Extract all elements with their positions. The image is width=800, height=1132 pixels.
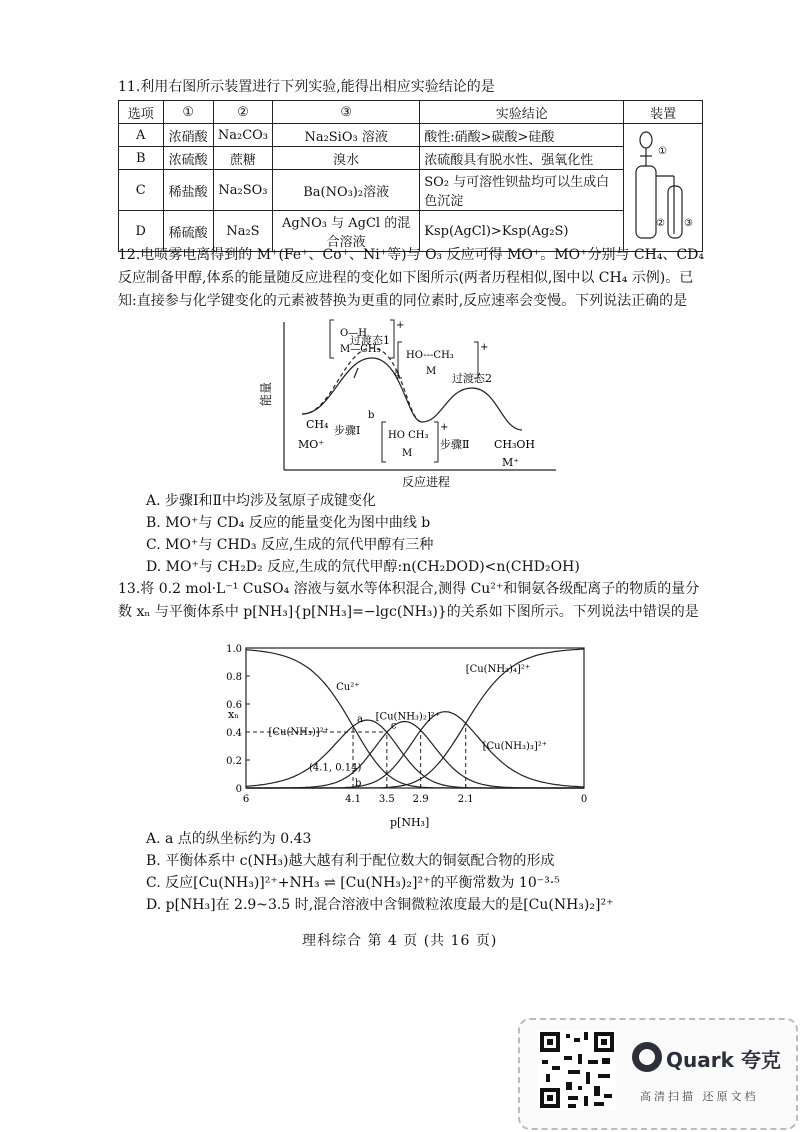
- q12-option-d: D. MO⁺与 CH₂D₂ 反应,生成的氘代甲醇:n(CH₂DOD)<n(CHD₂OH): [146, 559, 580, 575]
- x-tick-label: 0: [580, 794, 588, 805]
- cell: 浓硫酸: [163, 147, 213, 170]
- label-3: ③: [684, 217, 694, 229]
- quark-brand: Quark 夸克: [666, 1048, 781, 1072]
- table-row: [119, 124, 703, 147]
- curve-a-label: a: [394, 368, 400, 379]
- q13-option-c: C. 反应[Cu(NH₃)]²⁺+NH₃ ⇌ [Cu(NH₃)₂]²⁺的平衡常数为 10⁻³·⁵: [146, 875, 560, 891]
- x-tick-label: 2.9: [412, 794, 429, 805]
- q13-option-d: D. p[NH₃]在 2.9~3.5 时,混合溶液中含铜微粒浓度最大的是[Cu(NH₃)₂]²⁺: [146, 897, 614, 913]
- col-header: 装置: [624, 101, 703, 124]
- q11-table: [118, 100, 703, 252]
- cell: AgNO₃ 与 AgCl 的混合溶液: [273, 211, 420, 252]
- col-header: 选项: [119, 101, 164, 124]
- chart-annotation: b: [355, 778, 362, 789]
- ts1-label: 过渡态1: [350, 334, 390, 347]
- y-axis-label: xₙ: [228, 708, 239, 721]
- series-label: [Cu(NH₃)₄]²⁺: [465, 663, 531, 675]
- cell: Na₂SO₃: [213, 170, 272, 211]
- curve-a-path: [302, 348, 422, 422]
- cell: 浓硝酸: [163, 124, 213, 147]
- quark-logo-icon: [632, 1042, 662, 1072]
- int-charge: +: [440, 422, 449, 433]
- series-label: [Cu(NH₃)₂]²⁺: [375, 711, 441, 723]
- row-option: B: [119, 147, 164, 170]
- apparatus-cell: [624, 124, 703, 252]
- chart-annotation: a: [357, 714, 364, 726]
- funnel-bulb: [640, 132, 652, 148]
- int-struct-top: HO CH₃: [388, 430, 429, 441]
- table-header-row: [119, 101, 703, 124]
- series-label: [Cu(NH₃)₃]²⁺: [482, 740, 548, 752]
- cell: 稀硫酸: [163, 211, 213, 252]
- test-tube: [668, 186, 682, 238]
- apparatus-diagram: [628, 126, 698, 246]
- y-tick-label: 0.2: [226, 756, 242, 767]
- row-option: D: [119, 211, 164, 252]
- flask: [636, 166, 656, 238]
- q12-option-c: C. MO⁺与 CHD₃ 反应,生成的氘代甲醇有三种: [146, 537, 434, 553]
- product-ch3oh: CH₃OH: [494, 438, 536, 451]
- ts1-charge: +: [396, 320, 405, 331]
- y-tick-label: 1.0: [226, 644, 242, 655]
- cell: Na₂CO₃: [213, 124, 272, 147]
- y-tick-label: 0.8: [226, 672, 242, 683]
- table-row: [119, 170, 703, 211]
- ts2-struct-top: HO---CH₃: [406, 350, 454, 361]
- ts1-struct-top: O—H: [340, 328, 367, 339]
- curve-b-path: [302, 358, 522, 430]
- cell: 浓硫酸具有脱水性、强氧化性: [420, 147, 624, 170]
- quark-tagline: 高清扫描 还原文档: [640, 1090, 759, 1103]
- series-label: Cu²⁺: [336, 682, 360, 693]
- x-tick-label: 3.5: [378, 794, 395, 805]
- ts2-label: 过渡态2: [452, 372, 492, 385]
- q13-option-a: A. a 点的纵坐标约为 0.43: [146, 831, 312, 847]
- quark-watermark: [518, 1018, 798, 1130]
- q11-stem: 11.利用右图所示装置进行下列实验,能得出相应实验结论的是: [118, 79, 495, 95]
- x-tick-label: 6: [242, 794, 250, 805]
- product-m: M⁺: [502, 456, 520, 469]
- x-axis-label: p[NH₃]: [390, 816, 430, 829]
- cell: 蔗糖: [213, 147, 272, 170]
- series-label: [Cu(NH₃)]²⁺: [268, 726, 330, 738]
- cell: Ba(NO₃)₂溶液: [273, 170, 420, 211]
- distribution-chart: [222, 638, 602, 830]
- cell: 酸性:硝酸>碳酸>硅酸: [420, 124, 624, 147]
- q12-option-b: B. MO⁺与 CD₄ 反应的能量变化为图中曲线 b: [146, 515, 431, 531]
- reactant-mo: MO⁺: [298, 438, 325, 451]
- col-header: ③: [273, 101, 420, 124]
- q13-option-b: B. 平衡体系中 c(NH₃)越大越有利于配位数大的铜氨配合物的形成: [146, 853, 555, 869]
- page-footer: 理科综合 第 4 页 (共 16 页): [302, 933, 498, 949]
- cell: 溴水: [273, 147, 420, 170]
- table-row: [119, 147, 703, 170]
- q12-option-a: A. 步骤Ⅰ和Ⅱ中均涉及氢原子成键变化: [146, 493, 377, 509]
- step2-label: 步骤Ⅱ: [440, 438, 470, 451]
- label-2: ②: [656, 217, 666, 229]
- cell: Na₂SiO₃ 溶液: [273, 124, 420, 147]
- row-option: C: [119, 170, 164, 211]
- ts2-charge: +: [480, 342, 489, 353]
- x-tick-label: 4.1: [345, 794, 361, 805]
- qr-code-icon: [538, 1030, 616, 1110]
- arrow-a: [354, 368, 358, 378]
- energy-diagram: [259, 318, 562, 492]
- col-header: ②: [213, 101, 272, 124]
- cell: Ksp(AgCl)>Ksp(Ag₂S): [420, 211, 624, 252]
- chart-annotation: (4.1, 0.14): [309, 762, 362, 774]
- col-header: ①: [163, 101, 213, 124]
- y-tick-label: 0.4: [226, 728, 242, 739]
- int-struct-bottom: M: [402, 448, 413, 459]
- chart-annotation: c: [390, 720, 397, 732]
- row-option: A: [119, 124, 164, 147]
- progress-axis-label: 反应进程: [402, 475, 451, 489]
- curve-b-label: b: [368, 410, 375, 421]
- cell: Na₂S: [213, 211, 272, 252]
- q12-stem: 12.电喷雾电离得到的 M⁺(Fe⁺、Co⁺、Ni⁺等)与 O₃ 反应可得 MO⁺。MO⁺分别与 CH₄、CD₄反应制备甲醇,体系的能量随反应进程的变化如下图所示(两者历程相似,图中以 CH₄ 示例)。已知:直接参与化学键变化的元素被替换为更重的同位素时,反应速率会变慢。下列说法正确的是: [118, 247, 705, 309]
- cell: 稀盐酸: [163, 170, 213, 211]
- energy-axis-label: 能量: [259, 381, 273, 406]
- reactant-ch4: CH₄: [306, 418, 329, 431]
- x-tick-label: 2.1: [457, 794, 474, 805]
- ts2-struct-bottom: M: [426, 366, 437, 377]
- ts1-struct-bottom: M—CH₃: [340, 344, 381, 355]
- y-tick-label: 0: [235, 784, 242, 795]
- y-tick-label: 0.6: [226, 700, 242, 711]
- q13-stem: 13.将 0.2 mol·L⁻¹ CuSO₄ 溶液与氨水等体积混合,测得 Cu²⁺和铜氨各级配离子的物质的量分数 xₙ 与平衡体系中 p[NH₃]{p[NH₃]=−lgc(NH₃)}的关系如下图所示。下列说法中错误的是: [118, 581, 700, 620]
- cell: SO₂ 与可溶性钡盐均可以生成白色沉淀: [420, 170, 624, 211]
- step1-label: 步骤Ⅰ: [334, 424, 361, 437]
- col-header: 实验结论: [420, 101, 624, 124]
- label-1: ①: [658, 145, 668, 157]
